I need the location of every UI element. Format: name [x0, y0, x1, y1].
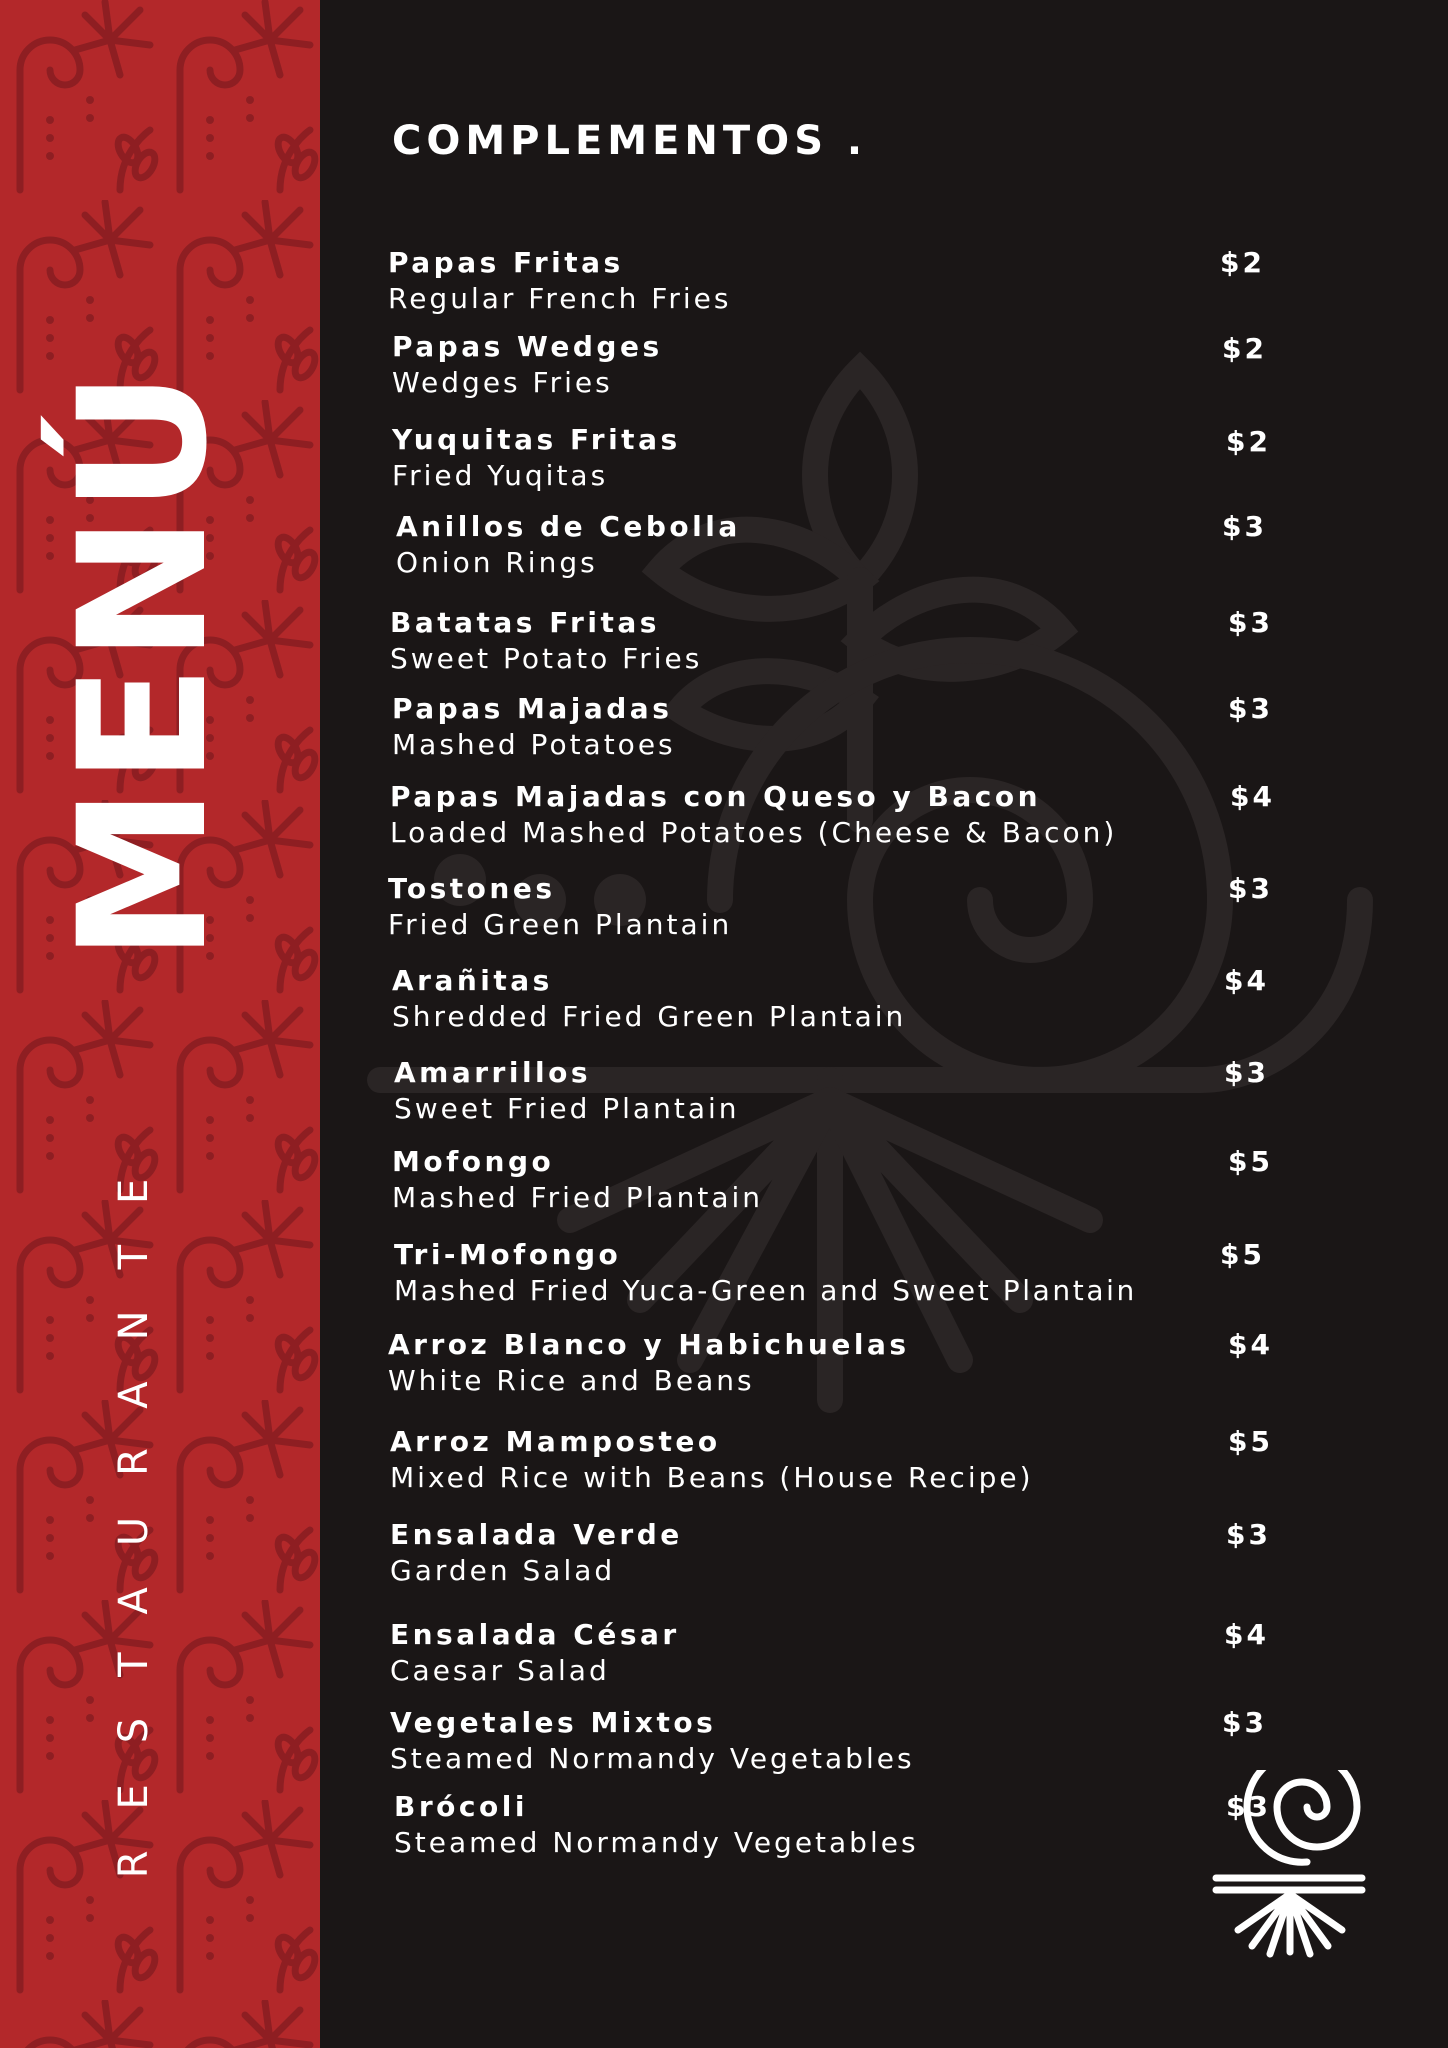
item-description: Steamed Normandy Vegetables: [394, 1826, 919, 1859]
item-name: Papas Fritas: [388, 246, 624, 279]
item-name: Batatas Fritas: [390, 606, 660, 639]
item-price: $3: [1228, 872, 1273, 905]
item-description: Sweet Potato Fries: [390, 642, 703, 675]
item-description: Regular French Fries: [388, 282, 732, 315]
sun-swirl-logo-icon: [1212, 1770, 1372, 1960]
item-description: Sweet Fried Plantain: [394, 1092, 740, 1125]
item-description: Loaded Mashed Potatoes (Cheese & Bacon): [390, 816, 1118, 849]
item-description: Fried Green Plantain: [388, 908, 733, 941]
item-description: Steamed Normandy Vegetables: [390, 1742, 915, 1775]
sidebar-panel: [0, 0, 320, 2048]
item-name: Tostones: [388, 872, 556, 905]
item-name: Tri-Mofongo: [394, 1238, 622, 1271]
item-price: $3: [1222, 1706, 1267, 1739]
item-price: $2: [1222, 332, 1267, 365]
item-price: $2: [1220, 246, 1265, 279]
item-price: $4: [1224, 964, 1269, 997]
item-name: Ensalada César: [390, 1618, 680, 1651]
item-name: Papas Wedges: [392, 330, 663, 363]
item-price: $4: [1228, 1328, 1273, 1361]
item-price: $5: [1228, 1425, 1273, 1458]
floral-pattern-background: [0, 0, 320, 2048]
item-name: Ensalada Verde: [390, 1518, 683, 1551]
item-name: Mofongo: [392, 1145, 555, 1178]
item-price: $3: [1222, 510, 1267, 543]
item-price: $2: [1226, 425, 1271, 458]
item-name: Brócoli: [394, 1790, 528, 1823]
item-description: Onion Rings: [396, 546, 598, 579]
item-price: $4: [1230, 780, 1275, 813]
item-description: White Rice and Beans: [388, 1364, 755, 1397]
item-name: Arañitas: [392, 964, 553, 997]
item-description: Mixed Rice with Beans (House Recipe): [390, 1461, 1034, 1494]
item-description: Mashed Potatoes: [392, 728, 676, 761]
item-description: Fried Yuqitas: [392, 459, 609, 492]
item-name: Papas Majadas con Queso y Bacon: [390, 780, 1042, 813]
item-price: $3: [1228, 606, 1273, 639]
item-price: $5: [1220, 1238, 1265, 1271]
item-price: $3: [1226, 1790, 1271, 1823]
item-description: Garden Salad: [390, 1554, 616, 1587]
item-description: Mashed Fried Yuca-Green and Sweet Plantain: [394, 1274, 1137, 1307]
item-name: Anillos de Cebolla: [396, 510, 741, 543]
item-price: $3: [1224, 1056, 1269, 1089]
menu-vertical-title: MENÚ: [41, 368, 246, 962]
restaurant-vertical-label: RESTAURANTE: [111, 1137, 157, 1879]
item-name: Papas Majadas: [392, 692, 673, 725]
item-name: Arroz Blanco y Habichuelas: [388, 1328, 910, 1361]
item-name: Vegetales Mixtos: [390, 1706, 717, 1739]
item-description: Wedges Fries: [392, 366, 613, 399]
item-description: Caesar Salad: [390, 1654, 610, 1687]
item-price: $4: [1224, 1618, 1269, 1651]
item-price: $3: [1228, 692, 1273, 725]
item-description: Mashed Fried Plantain: [392, 1181, 764, 1214]
item-name: Arroz Mamposteo: [390, 1425, 721, 1458]
item-price: $5: [1228, 1145, 1273, 1178]
item-price: $3: [1226, 1518, 1271, 1551]
item-name: Yuquitas Fritas: [392, 423, 681, 456]
item-name: Amarrillos: [394, 1056, 592, 1089]
item-description: Shredded Fried Green Plantain: [392, 1000, 907, 1033]
section-title: COMPLEMENTOS .: [392, 118, 868, 164]
